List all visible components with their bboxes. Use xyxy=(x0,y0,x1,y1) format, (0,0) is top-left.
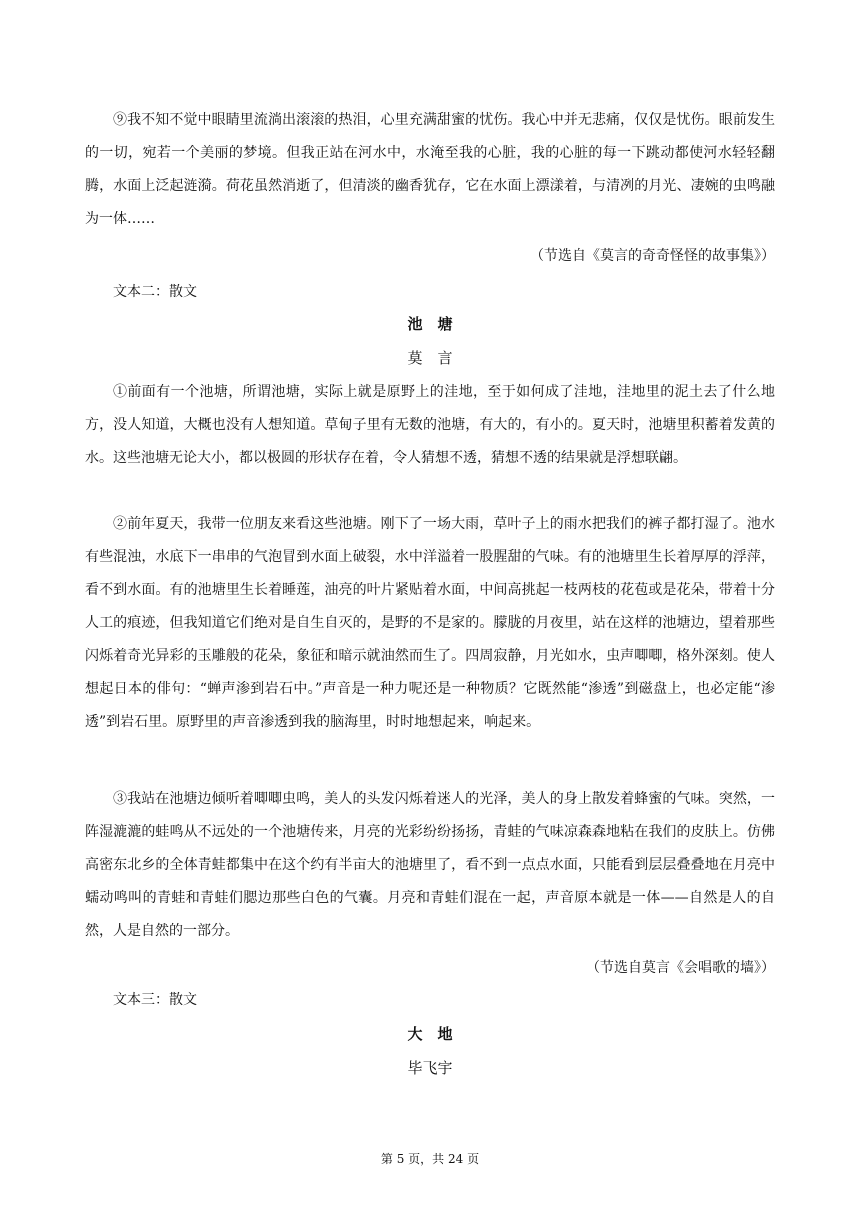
text2-author: 莫 言 xyxy=(407,349,453,367)
source-note-2: （节选自莫言《会唱歌的墙》） xyxy=(586,960,775,976)
text2-paragraph-1: ①前面有一个池塘，所谓池塘，实际上就是原野上的洼地，至于如何成了洼地，洼地里的泥土去了什么地方，没人知道，大概也没有人想知道。草甸子里有无数的池塘，有大的，有小的。夏天时，池塘里积蓄着发黄的水。这些池塘无论大小，都以极圆的形状存在着，令人猜想不透，猜想不透的结果就是浮想联翩。 xyxy=(85,384,775,466)
source-note-1: （节选自《莫言的奇奇怪怪的故事集》） xyxy=(530,248,775,264)
text2-label: 文本二：散文 xyxy=(113,284,197,300)
text2-title: 池 塘 xyxy=(407,315,453,333)
text3-label: 文本三：散文 xyxy=(113,992,197,1008)
text2-paragraph-2: ②前年夏天，我带一位朋友来看这些池塘。刚下了一场大雨，草叶子上的雨水把我们的裤子都打湿了。池水有些混浊，水底下一串串的气泡冒到水面上破裂，水中洋溢着一股腥甜的气味。有的池塘里生长着厚厚的浮萍，看不到水面。有的池塘里生长着睡莲，油亮的叶片紧贴着水面，中间高挑起一枝两枝的花苞或是花朵，带着十分人工的痕迹，但我知道它们绝对是自生自灭的，是野的不是家的。朦胧的月夜里，站在这样的池塘边，望着那些闪烁着奇光异彩的玉雕般的花朵，象征和暗示就油然而生了。四周寂静，月光如水，虫声唧唧，格外深刻。使人想起日本的俳句：“蝉声渗到岩石中。”声音是一种力呢还是一种物质？它既然能“渗透”到磁盘上，也必定能“渗透”到岩石里。原野里的声音渗透到我的脑海里，时时地想起来，响起来。 xyxy=(85,516,775,730)
text3-author: 毕飞宇 xyxy=(407,1059,453,1077)
text3-title: 大 地 xyxy=(407,1025,453,1043)
page-footer: 第 5 页，共 24 页 xyxy=(380,1152,480,1166)
text2-paragraph-3: ③我站在池塘边倾听着唧唧虫鸣，美人的头发闪烁着迷人的光泽，美人的身上散发着蜂蜜的气味。突然，一阵湿漉漉的蛙鸣从不远处的一个池塘传来，月亮的光彩纷纷扬扬，青蛙的气味凉森森地粘在我们的皮肤上。仿佛高密东北乡的全体青蛙都集中在这个约有半亩大的池塘里了，看不到一点点水面，只能看到层层叠叠地在月亮中蠕动鸣叫的青蛙和青蛙们腮边那些白色的气囊。月亮和青蛙们混在一起，声音原本就是一体——自然是人的自然，人是自然的一部分。 xyxy=(85,791,775,939)
paragraph-9: ⑨我不知不觉中眼睛里流淌出滚滚的热泪，心里充满甜蜜的忧伤。我心中并无悲痛，仅仅是忧伤。眼前发生的一切，宛若一个美丽的梦境。但我正站在河水中，水淹至我的心脏，我的心脏的每一下跳动都使河水轻轻翻腾，水面上泛起涟漪。荷花虽然消逝了，但清淡的幽香犹存，它在水面上漂漾着，与清冽的月光、凄婉的虫鸣融为一体…… xyxy=(85,112,775,227)
